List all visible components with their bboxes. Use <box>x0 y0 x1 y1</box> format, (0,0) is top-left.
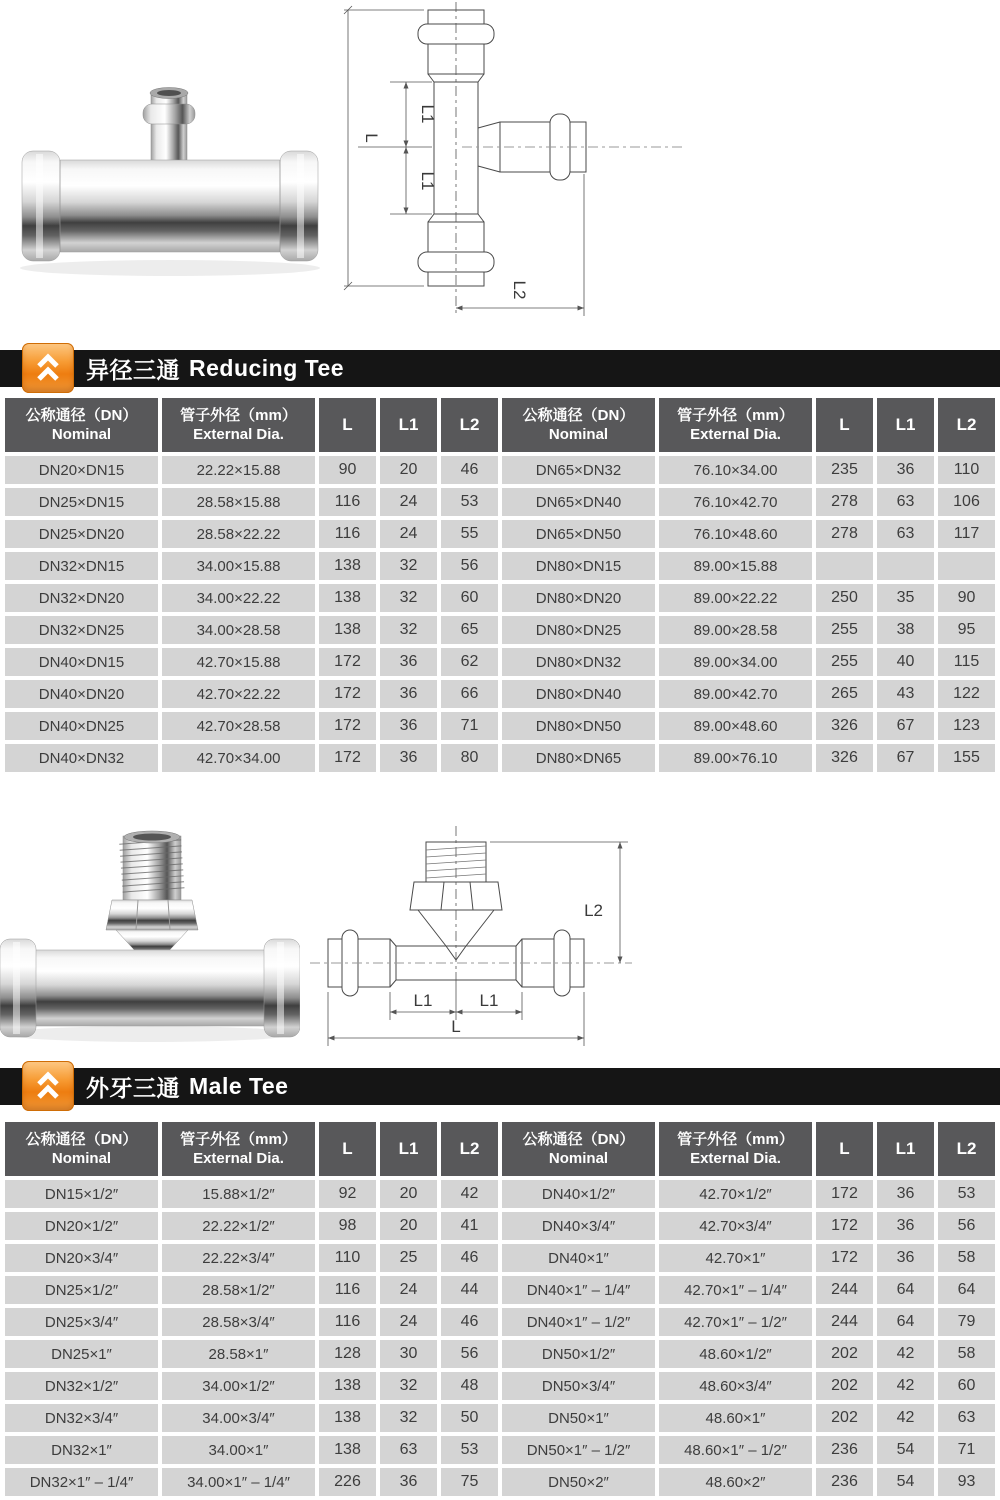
table-row <box>5 1276 995 1304</box>
dimension-cell: 138 <box>319 1372 376 1400</box>
nominal-cell: DN50×1/2″ <box>502 1340 655 1368</box>
dimension-cell: 41 <box>441 1212 498 1240</box>
diameter-cell: 22.22×3/4″ <box>162 1244 315 1272</box>
dimension-cell: 326 <box>816 712 873 740</box>
dimension-cell: 90 <box>938 584 995 612</box>
col-header-diameter <box>659 398 812 452</box>
col-header-l2: L2 <box>938 398 995 452</box>
dimension-cell: 255 <box>816 616 873 644</box>
dimension-cell: 64 <box>877 1276 934 1304</box>
dimension-cell: 115 <box>938 648 995 676</box>
dimension-cell: 35 <box>877 584 934 612</box>
section-bar-male-tee <box>0 1068 1000 1105</box>
dimension-cell: 80 <box>441 744 498 772</box>
diameter-cell: 48.60×1/2″ <box>659 1340 812 1368</box>
nominal-cell: DN40×DN25 <box>5 712 158 740</box>
nominal-cell: DN32×1/2″ <box>5 1372 158 1400</box>
dimension-cell: 172 <box>319 680 376 708</box>
header-en: External Dia. <box>690 426 781 443</box>
dimension-cell: 44 <box>441 1276 498 1304</box>
table-row <box>5 1404 995 1432</box>
diameter-cell: 28.58×15.88 <box>162 488 315 516</box>
dimension-cell: 36 <box>877 1180 934 1208</box>
dimension-cell: 79 <box>938 1308 995 1336</box>
header-row <box>5 398 995 452</box>
male-tee-photo <box>0 822 300 1052</box>
dimension-cell: 128 <box>319 1340 376 1368</box>
dimension-cell: 46 <box>441 456 498 484</box>
dimension-cell: 56 <box>441 1340 498 1368</box>
col-header-l1: L1 <box>380 1122 437 1176</box>
dimension-cell: 278 <box>816 520 873 548</box>
col-header-l: L <box>816 398 873 452</box>
nominal-cell: DN50×1″ – 1/2″ <box>502 1436 655 1464</box>
diameter-cell: 89.00×22.22 <box>659 584 812 612</box>
diameter-cell: 22.22×1/2″ <box>162 1212 315 1240</box>
dimension-cell <box>877 552 934 580</box>
header-zh: 管子外径（mm） <box>180 407 297 424</box>
section-badge <box>22 1061 74 1111</box>
header-zh: 公称通径（DN） <box>522 407 635 424</box>
nominal-cell: DN50×3/4″ <box>502 1372 655 1400</box>
dimension-cell: 326 <box>816 744 873 772</box>
dimension-cell: 244 <box>816 1276 873 1304</box>
col-header-l1: L1 <box>877 398 934 452</box>
col-header-nominal <box>502 1122 655 1176</box>
dimension-cell: 38 <box>877 616 934 644</box>
diameter-cell: 48.60×3/4″ <box>659 1372 812 1400</box>
diameter-cell: 89.00×76.10 <box>659 744 812 772</box>
dimension-cell: 265 <box>816 680 873 708</box>
dimension-cell: 46 <box>441 1244 498 1272</box>
dimension-cell: 20 <box>380 1212 437 1240</box>
col-header-l1: L1 <box>877 1122 934 1176</box>
nominal-cell: DN65×DN40 <box>502 488 655 516</box>
dimension-cell: 24 <box>380 520 437 548</box>
nominal-cell: DN40×DN15 <box>5 648 158 676</box>
dimension-cell: 93 <box>938 1468 995 1496</box>
nominal-cell: DN50×2″ <box>502 1468 655 1496</box>
nominal-cell: DN80×DN20 <box>502 584 655 612</box>
dimension-cell: 116 <box>319 1308 376 1336</box>
dimension-cell: 36 <box>877 1244 934 1272</box>
dimension-cell: 172 <box>319 648 376 676</box>
section-badge <box>22 343 74 393</box>
dimension-cell: 63 <box>877 488 934 516</box>
dimension-cell: 36 <box>380 648 437 676</box>
dimension-cell: 46 <box>441 1308 498 1336</box>
dimension-cell: 255 <box>816 648 873 676</box>
dimension-cell: 42 <box>877 1340 934 1368</box>
diameter-cell: 42.70×34.00 <box>162 744 315 772</box>
nominal-cell: DN40×DN20 <box>5 680 158 708</box>
dimension-cell: 63 <box>877 520 934 548</box>
dimension-cell: 64 <box>938 1276 995 1304</box>
dimension-cell: 172 <box>816 1244 873 1272</box>
diameter-cell: 34.00×28.58 <box>162 616 315 644</box>
dimension-cell: 55 <box>441 520 498 548</box>
nominal-cell: DN32×1″ <box>5 1436 158 1464</box>
nominal-cell: DN25×3/4″ <box>5 1308 158 1336</box>
dimension-cell: 172 <box>816 1212 873 1240</box>
nominal-cell: DN32×DN25 <box>5 616 158 644</box>
dimension-cell: 32 <box>380 552 437 580</box>
dimension-cell: 36 <box>380 680 437 708</box>
dimension-cell: 202 <box>816 1372 873 1400</box>
table-row <box>5 520 995 548</box>
dimension-cell: 32 <box>380 1372 437 1400</box>
dim-label-l1-bottom: L1 <box>418 171 437 191</box>
header-en: Nominal <box>51 426 112 443</box>
nominal-cell: DN80×DN40 <box>502 680 655 708</box>
nominal-cell: DN32×DN15 <box>5 552 158 580</box>
dimension-cell: 56 <box>441 552 498 580</box>
section-title <box>86 1068 288 1105</box>
nominal-cell: DN20×DN15 <box>5 456 158 484</box>
dimension-cell: 54 <box>877 1468 934 1496</box>
dimension-cell: 92 <box>319 1180 376 1208</box>
diameter-cell: 89.00×15.88 <box>659 552 812 580</box>
diameter-cell: 15.88×1/2″ <box>162 1180 315 1208</box>
diameter-cell: 42.70×28.58 <box>162 712 315 740</box>
dimension-cell: 48 <box>441 1372 498 1400</box>
dimension-cell: 202 <box>816 1340 873 1368</box>
dimension-cell: 138 <box>319 1436 376 1464</box>
col-header-l2: L2 <box>441 1122 498 1176</box>
nominal-cell: DN40×1/2″ <box>502 1180 655 1208</box>
dimension-cell: 20 <box>380 456 437 484</box>
diameter-cell: 34.00×1/2″ <box>162 1372 315 1400</box>
header-zh: 公称通径（DN） <box>25 1131 138 1148</box>
section-title-zh: 外牙三通 <box>86 1075 180 1101</box>
table-row <box>5 552 995 580</box>
dimension-cell: 172 <box>319 744 376 772</box>
nominal-cell: DN80×DN50 <box>502 712 655 740</box>
table-row <box>5 1212 995 1240</box>
diameter-cell: 28.58×22.22 <box>162 520 315 548</box>
dimension-cell: 66 <box>441 680 498 708</box>
dimension-cell: 20 <box>380 1180 437 1208</box>
nominal-cell: DN25×DN20 <box>5 520 158 548</box>
dimension-cell: 138 <box>319 584 376 612</box>
nominal-cell: DN20×1/2″ <box>5 1212 158 1240</box>
dimension-cell <box>816 552 873 580</box>
dimension-cell: 62 <box>441 648 498 676</box>
dimension-cell: 32 <box>380 616 437 644</box>
diameter-cell: 42.70×1″ <box>659 1244 812 1272</box>
nominal-cell: DN50×1″ <box>502 1404 655 1432</box>
diameter-cell: 28.58×1″ <box>162 1340 315 1368</box>
dimension-cell: 24 <box>380 1276 437 1304</box>
header-en: Nominal <box>548 426 609 443</box>
col-header-diameter <box>162 1122 315 1176</box>
table-row <box>5 1340 995 1368</box>
header-en: Nominal <box>548 1150 609 1167</box>
dimension-cell: 250 <box>816 584 873 612</box>
dimension-cell: 235 <box>816 456 873 484</box>
diameter-cell: 89.00×48.60 <box>659 712 812 740</box>
diameter-cell: 42.70×22.22 <box>162 680 315 708</box>
table-row <box>5 744 995 772</box>
dimension-cell: 64 <box>877 1308 934 1336</box>
dim-label-l1-top: L1 <box>418 104 437 124</box>
nominal-cell: DN32×3/4″ <box>5 1404 158 1432</box>
dimension-cell: 36 <box>380 744 437 772</box>
header-en: External Dia. <box>690 1150 781 1167</box>
dimension-cell: 110 <box>938 456 995 484</box>
table-row <box>5 1372 995 1400</box>
diameter-cell: 89.00×42.70 <box>659 680 812 708</box>
dimension-cell: 95 <box>938 616 995 644</box>
diameter-cell: 48.60×2″ <box>659 1468 812 1496</box>
male-tee-drawing <box>298 820 643 1055</box>
dimension-cell: 65 <box>441 616 498 644</box>
dimension-cell: 116 <box>319 1276 376 1304</box>
double-chevron-up-icon <box>31 1070 65 1102</box>
dimension-cell: 172 <box>816 1180 873 1208</box>
dimension-cell: 71 <box>441 712 498 740</box>
dimension-cell: 122 <box>938 680 995 708</box>
dimension-cell: 202 <box>816 1404 873 1432</box>
table-row <box>5 1180 995 1208</box>
dimension-cell: 53 <box>938 1180 995 1208</box>
section-title <box>86 350 344 387</box>
nominal-cell: DN40×1″ – 1/4″ <box>502 1276 655 1304</box>
dimension-cell: 42 <box>877 1372 934 1400</box>
dimension-cell: 155 <box>938 744 995 772</box>
diameter-cell: 28.58×1/2″ <box>162 1276 315 1304</box>
table-row <box>5 680 995 708</box>
table-row <box>5 1244 995 1272</box>
dimension-cell: 36 <box>877 1212 934 1240</box>
diameter-cell: 34.00×1″ <box>162 1436 315 1464</box>
col-header-l2: L2 <box>938 1122 995 1176</box>
header-zh: 公称通径（DN） <box>522 1131 635 1148</box>
dimension-cell: 172 <box>319 712 376 740</box>
col-header-nominal <box>5 398 158 452</box>
dimension-cell: 24 <box>380 488 437 516</box>
nominal-cell: DN65×DN32 <box>502 456 655 484</box>
diameter-cell: 42.70×1″ – 1/2″ <box>659 1308 812 1336</box>
dim-label-l: L <box>451 1017 461 1036</box>
nominal-cell: DN40×1″ – 1/2″ <box>502 1308 655 1336</box>
dimension-cell: 244 <box>816 1308 873 1336</box>
nominal-cell: DN40×3/4″ <box>502 1212 655 1240</box>
dim-label-l: L <box>362 133 381 143</box>
nominal-cell: DN40×1″ <box>502 1244 655 1272</box>
dimension-cell: 25 <box>380 1244 437 1272</box>
dimension-cell: 236 <box>816 1436 873 1464</box>
dimension-cell: 58 <box>938 1340 995 1368</box>
dimension-cell: 54 <box>877 1436 934 1464</box>
dimension-cell: 58 <box>938 1244 995 1272</box>
col-header-l2: L2 <box>441 398 498 452</box>
col-header-l: L <box>319 398 376 452</box>
dimension-cell: 36 <box>380 1468 437 1496</box>
col-header-diameter <box>659 1122 812 1176</box>
diameter-cell: 48.60×1″ <box>659 1404 812 1432</box>
header-en: External Dia. <box>193 1150 284 1167</box>
dimension-cell: 53 <box>441 1436 498 1464</box>
diameter-cell: 28.58×3/4″ <box>162 1308 315 1336</box>
dimension-cell: 138 <box>319 1404 376 1432</box>
table-row <box>5 1308 995 1336</box>
nominal-cell: DN15×1/2″ <box>5 1180 158 1208</box>
diameter-cell: 34.00×15.88 <box>162 552 315 580</box>
dimension-cell: 24 <box>380 1308 437 1336</box>
nominal-cell: DN32×DN20 <box>5 584 158 612</box>
header-en: Nominal <box>51 1150 112 1167</box>
diameter-cell: 22.22×15.88 <box>162 456 315 484</box>
dimension-cell: 116 <box>319 520 376 548</box>
dimension-cell: 106 <box>938 488 995 516</box>
dimension-cell: 236 <box>816 1468 873 1496</box>
dim-label-l1-left: L1 <box>413 991 433 1010</box>
nominal-cell: DN25×1″ <box>5 1340 158 1368</box>
header-zh: 公称通径（DN） <box>25 407 138 424</box>
dimension-cell <box>938 552 995 580</box>
dimension-cell: 123 <box>938 712 995 740</box>
col-header-nominal <box>502 398 655 452</box>
col-header-l1: L1 <box>380 398 437 452</box>
nominal-cell: DN65×DN50 <box>502 520 655 548</box>
double-chevron-up-icon <box>31 352 65 384</box>
dimension-cell: 63 <box>380 1436 437 1464</box>
diameter-cell: 76.10×48.60 <box>659 520 812 548</box>
header-row <box>5 1122 995 1176</box>
dimension-cell: 67 <box>877 744 934 772</box>
dimension-cell: 50 <box>441 1404 498 1432</box>
reducing-tee-photo <box>10 62 330 302</box>
nominal-cell: DN20×3/4″ <box>5 1244 158 1272</box>
dimension-cell: 110 <box>319 1244 376 1272</box>
dimension-cell: 40 <box>877 648 934 676</box>
diameter-cell: 42.70×1″ – 1/4″ <box>659 1276 812 1304</box>
table-row <box>5 488 995 516</box>
dimension-cell: 42 <box>441 1180 498 1208</box>
dimension-cell: 75 <box>441 1468 498 1496</box>
dimension-cell: 117 <box>938 520 995 548</box>
header-zh: 管子外径（mm） <box>180 1131 297 1148</box>
diameter-cell: 42.70×1/2″ <box>659 1180 812 1208</box>
table-row <box>5 616 995 644</box>
section-title-en: Reducing Tee <box>189 355 345 381</box>
diameter-cell: 48.60×1″ – 1/2″ <box>659 1436 812 1464</box>
diameter-cell: 89.00×28.58 <box>659 616 812 644</box>
dimension-cell: 36 <box>877 456 934 484</box>
table-row <box>5 584 995 612</box>
nominal-cell: DN80×DN25 <box>502 616 655 644</box>
dimension-cell: 138 <box>319 552 376 580</box>
dimension-cell: 60 <box>938 1372 995 1400</box>
reducing-tee-drawing <box>338 2 698 332</box>
nominal-cell: DN40×DN32 <box>5 744 158 772</box>
table-row <box>5 712 995 740</box>
col-header-l: L <box>816 1122 873 1176</box>
dimension-cell: 32 <box>380 584 437 612</box>
header-zh: 管子外径（mm） <box>677 1131 794 1148</box>
nominal-cell: DN80×DN32 <box>502 648 655 676</box>
dimension-cell: 53 <box>441 488 498 516</box>
header-zh: 管子外径（mm） <box>677 407 794 424</box>
dim-label-l2: L2 <box>510 280 529 300</box>
diameter-cell: 34.00×22.22 <box>162 584 315 612</box>
table-row <box>5 648 995 676</box>
nominal-cell: DN25×1/2″ <box>5 1276 158 1304</box>
diameter-cell: 42.70×3/4″ <box>659 1212 812 1240</box>
dimension-cell: 226 <box>319 1468 376 1496</box>
male-tee-table <box>1 1118 999 1500</box>
diameter-cell: 89.00×34.00 <box>659 648 812 676</box>
dimension-cell: 71 <box>938 1436 995 1464</box>
dimension-cell: 67 <box>877 712 934 740</box>
reducing-tee-table <box>1 394 999 776</box>
section-bar-reducing-tee <box>0 350 1000 387</box>
dimension-cell: 56 <box>938 1212 995 1240</box>
section-title-en: Male Tee <box>189 1073 289 1099</box>
dimension-cell: 116 <box>319 488 376 516</box>
dim-label-l1-right: L1 <box>479 991 499 1010</box>
dimension-cell: 90 <box>319 456 376 484</box>
table-row <box>5 456 995 484</box>
diameter-cell: 34.00×3/4″ <box>162 1404 315 1432</box>
diameter-cell: 42.70×15.88 <box>162 648 315 676</box>
dimension-cell: 30 <box>380 1340 437 1368</box>
dim-label-l2: L2 <box>584 901 603 920</box>
col-header-l: L <box>319 1122 376 1176</box>
nominal-cell: DN32×1″ – 1/4″ <box>5 1468 158 1496</box>
dimension-cell: 138 <box>319 616 376 644</box>
header-en: External Dia. <box>193 426 284 443</box>
col-header-diameter <box>162 398 315 452</box>
col-header-nominal <box>5 1122 158 1176</box>
diameter-cell: 34.00×1″ – 1/4″ <box>162 1468 315 1496</box>
dimension-cell: 278 <box>816 488 873 516</box>
table-row <box>5 1436 995 1464</box>
diameter-cell: 76.10×42.70 <box>659 488 812 516</box>
dimension-cell: 42 <box>877 1404 934 1432</box>
nominal-cell: DN80×DN15 <box>502 552 655 580</box>
table-row <box>5 1468 995 1496</box>
dimension-cell: 43 <box>877 680 934 708</box>
diameter-cell: 76.10×34.00 <box>659 456 812 484</box>
section-title-zh: 异径三通 <box>86 357 180 383</box>
dimension-cell: 36 <box>380 712 437 740</box>
nominal-cell: DN25×DN15 <box>5 488 158 516</box>
dimension-cell: 60 <box>441 584 498 612</box>
dimension-cell: 98 <box>319 1212 376 1240</box>
dimension-cell: 32 <box>380 1404 437 1432</box>
nominal-cell: DN80×DN65 <box>502 744 655 772</box>
dimension-cell: 63 <box>938 1404 995 1432</box>
